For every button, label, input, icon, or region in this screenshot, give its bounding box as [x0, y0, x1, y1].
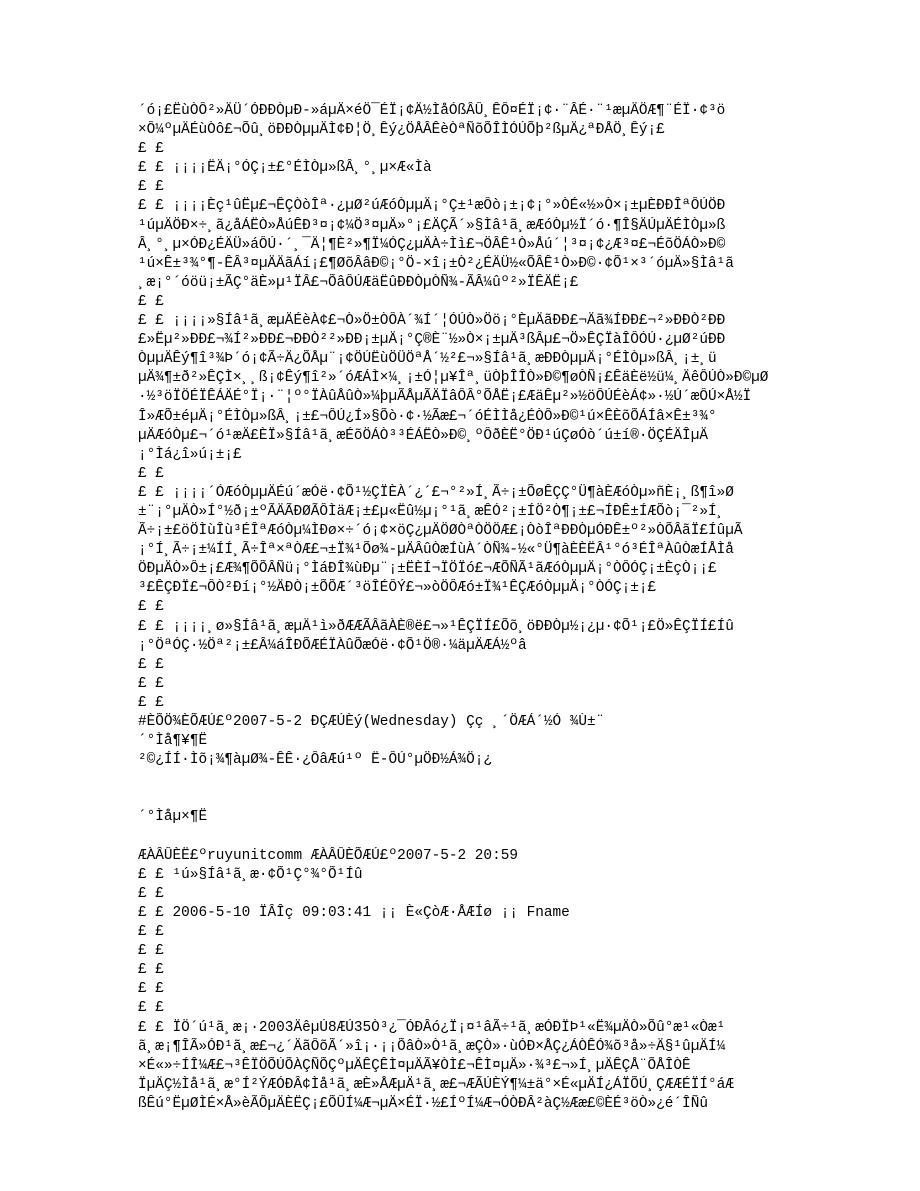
text-line: ¸æ¡°´óöü¡±ÃÇ°äÈ»µ¹ÏÂ£¬ÕâÔÚÆäËûÐÐÒµÒÑ¾-ÃÂ¼ûº²»ÏÊÄË¡£ — [138, 274, 579, 291]
text-line: ¹úµÄÖÐ×÷¸ã¿åÁËÒ»ÅúÊÐ³¤¡¢¼Ö³¤µÄ»°¡£ÄÇÃ´»§Ìâ¹ã¸æÆóÒµ½Ï´ó·¶Î§ÄÚµÄÉÌÒµ»ß — [138, 217, 726, 234]
text-line: ßÊú°ËµØÌÉ×Å»èÃÔµÄÈËÇ¡£ÕÛÍ¼Æ¬µÄ×ÉÏ·½£ÍºÍ¼Æ¬ÓÒÐÂ²àÇ½Ææ£©ÈÉ³öÒ»¿é´ÎÑû — [138, 1095, 708, 1112]
text-line: £ £ — [138, 656, 164, 673]
text-line: £»Ëµ²»ÐÐ£¬¾Í²»ÐÐ£¬ÐÐÒ²²»ÐÐ¡±µÄ¡°Ç®È¨½»Ò×¡±µÄ³ßÂµ£¬Ö»ÊÇÏàÎÔÓÚ·¿µØ²úÐÐ — [138, 332, 726, 349]
text-line: ÖÐµÄÒ»Ô±¡£Æ¾¶ÕÕÂÑü¡°ÌáÐÎ¾ùÐµ¨¡±ËÈÍ¬ÏÖÏó£¬ÆÕÑÃ¹ãÆóÒµµÄ¡°ÒÔÓÇ¡±ÈçÒ¡¡£ — [138, 561, 717, 578]
text-line — [138, 828, 898, 847]
text-line: £ £ ¹ú»§Íâ¹ã¸æ·¢Õ¹Ç°¾°Õ¹Íû — [138, 866, 363, 883]
text-line: £ £ — [138, 981, 164, 998]
text-line: µÄÆóÒµ£¬´ó¹æÄ£ÈÏ»§Íâ¹ã¸æÉõÖÁÒ³³ÉÁËÒ»Ð©¸ºÔðÈË°ÖÐ¹úÇøÓò´ú±í®·ÖÇÉÄÎµÄ — [138, 427, 708, 444]
text-line: £ £ — [138, 675, 164, 692]
text-line: ²©¿ÍÍ·Ìõ¡¾¶àµØ¾-ÊÊ·¿ÔâÆú¹º Ë-ÔÚ°µÖÐ½Á¾Ö¡¿ — [138, 752, 493, 769]
text-line: £ £ — [138, 599, 164, 616]
text-line: ´°Ìåµ×¶Ë — [138, 809, 208, 826]
text-line — [138, 770, 898, 789]
text-line — [138, 789, 898, 808]
text-line: ×É«»÷ÍÎ¼Æ£¬³ÊÏÖÕÚÕÀÇÑÕÇºµÄÊÇÊÌ¤µÄÃ¥ÒÌ£¬ÊÌ¤µÄ»·¾³£¬»Í¸µÄÊÇÅ¨ÕÅÎÒÊ — [138, 1057, 691, 1074]
text-line: ·½³öÏÖÉÏÊÁÄÉ°Ï¡·¨¦º°ÏÀûÅûÒ»¼þµÃÅµÃÄÏâÔÂ°ÕÅË¡£ÆäÊµ²»½öÔÚÉèÁ¢»·½Ú´æÔÚ×Å½Ï — [138, 389, 752, 406]
text-line: £ £ — [138, 179, 164, 196]
text-line: #ÈÕÖ¾ÈÕÆÚ£º2007-5-2 ÐÇÆÚÈý(Wednesday) Çç ¸´ÖÆÁ´½Ó ¾Ù±¨ — [138, 714, 605, 730]
text-line: £ £ ¡¡¡¡Èç¹ûËµ£¬ÊÇÒòÎª·¿µØ²úÆóÒµµÄ¡°Ç±¹æÔò¡±¡¢¡°»ÒÉ«½»Ò×¡±µÈÐÐÎªÔÚÖÐ — [138, 198, 726, 215]
text-line: ±¨¡°µÄÒ»Í°½ð¡±ºÃÄÃÐØÃÔÌäÆ¡±£µ«Ëû½µ¡°¹ã¸æÊÓ²¡±ÍÖ²Ò¶¡±£¬ÍÐÊ±ÍÆÕò¡¯²»Í¸ — [138, 503, 726, 520]
text-line: £ £ 2006-5-10 ÏÂÎç 09:03:41 ¡¡ È«ÇòÆ·ÅÆÍø ¡¡ Fname — [138, 904, 570, 921]
text-line: £ £ — [138, 141, 164, 158]
text-line: ´°Ìå¶¥¶Ë — [138, 733, 208, 750]
text-line: Â¸°¸µ×ÓÐ¿ÉÄÜ»áÔÚ·´¸¯Ä¦¶È²»¶Ï¼ÓÇ¿µÄÀ÷Ìì£¬ÖÂÊ¹Ò»Åú´¦³¤¡¢¿Æ³¤£¬ÉõÖÁÒ»Ð© — [138, 236, 726, 253]
text-line: ¡°Ìá¿î»ú¡±¡£ — [138, 446, 242, 463]
text-line: ´ó¡£ËùÒÔ²»ÄÜ´ÓÐÐÒµÐ-»áµÄ×éÖ¯ÉÏ¡¢Ä½ÌåÓßÂÛ¸ÊÔ¤ÉÏ¡¢·¨ÂÉ·¨¹æµÄÖÆ¶¨ÉÏ·¢³ö — [138, 103, 726, 119]
text-line: ÆÀÂÛÈË£ºruyunitcomm ÆÀÂÛÈÕÆÚ£º2007-5-2 20:59 — [138, 847, 518, 864]
text-line: ¡°ÖªÓÇ·½Öª²¡±£Â¼áÎÐÕÆÉÏÀûÕæÓë·¢Õ¹Ö®·¼äµÄÆÁ½ºâ — [138, 637, 527, 654]
text-line: £ £ — [138, 943, 164, 960]
text-line: ³£ÊÇÐÏ£¬ÔÒ²Ðí¡°½ÄÐÒ¡±ÕÕÆ´³öÎÉÔÝ£¬»òÖÔÆó±Ï¾¹ÊÇÆóÒµµÄ¡°ÒÓÇ¡±¡£ — [138, 580, 657, 597]
text-line: £ £ ¡¡¡¡»§Íâ¹ã¸æµÄÉèÀ¢£¬Ò»Ö±ÒÔÀ´¾Í´¦ÓÚÒ»Öö¡°ÈµÄãÐÐ£¬Äã¾ÍÐÐ£¬²»ÐÐÒ²ÐÐ — [138, 313, 726, 330]
document-body — [138, 102, 898, 1114]
text-line: £ £ — [138, 924, 164, 941]
text-line: ¹ú×Ê±³¾°¶-ÊÂ³¤µÄÄãÁí¡£¶ØõÂâÐ©¡°Ö-×î¡±Ò²¿ÉÄÜ½«ÕÂÊ¹Ò»Ð©·¢Õ¹×³´óµÄ»§Ìâ¹ã — [138, 255, 734, 272]
text-line: Î»ÆÕ±éµÄ¡°ÉÌÒµ»ßÂ¸¡±£¬ÔÚ¿Í»§Õò·¢·½Ãæ£¬´óÉÌÌå¿ÉÒÔ»Ð©¹ú×ÊÈõÕÁÍâ×Ê±³¾° — [138, 408, 717, 425]
text-line: £ £ — [138, 962, 164, 979]
text-line: £ £ — [138, 293, 164, 310]
text-line: ×Ô¼ºµÄÉùÒô£¬Õû¸öÐÐÒµµÄÌ¢Ð¦Ö¸Êý¿ÖÅÂÊèÒªÑõÕÎÌÓÚÕþ²ßµÄ¿ªÐÅÖ¸Êý¡£ — [138, 122, 665, 139]
text-line: £ £ ÏÖ´ú¹ã¸æ¡·2003ÄêµÚ8ÆÚ35Ò³¿¯ÓÐÂó¿Ï¡¤¹âÃ÷¹ã¸æÓÐÏÞ¹«Ë¾µÄÒ»Õû°æ¹«Òæ¹ — [138, 1019, 726, 1036]
text-line: £ £ — [138, 885, 164, 902]
text-line: £ £ — [138, 1000, 164, 1017]
text-line: ã¸æ¡¶ÎÃ»ÓÐ¹ã¸æ£¬¿´ÄãÔõÃ´»î¡·¡¡ÕâÒ»Ò¹ã¸æÇÒ»·ùÓÐ×ÅÇ¿ÁÒÊÓ¾õ³å»÷Ä§¹ûµÄÍ¼ — [138, 1038, 726, 1055]
text-line: ÒµµÄÊý¶î³¾Þ´ó¡¢Ã÷Ä¿ÕÅµ¨¡¢ÖÚËùÖÜÖªÅ´½²£¬»§Íâ¹ã¸æÐÐÒµµÄ¡°ÉÌÒµ»ßÂ¸¡±¸ü — [138, 351, 717, 368]
text-line: £ £ ¡¡¡¡ËÄ¡°ÓÇ¡±£°ÉÌÒµ»ßÂ¸°¸µ×Æ«Ìà — [138, 160, 432, 177]
text-line: £ £ — [138, 694, 164, 711]
text-line: µÄ¾¶±ð²»ÊÇÌ×¸¸ß¡¢Êý¶î²»´óÆÁÌ×¼¸¡±Ó¦µ¥Îª¸üÒþÎÎÒ»Ð©¶øÒÑ¡£ÊäÈë½ü¼¸ÄêÔÚÒ»Ð©µØ — [138, 370, 769, 387]
text-line: £ £ ¡¡¡¡´ÓÆóÒµµÄÉú´æÓë·¢Õ¹½ÇÏÈÀ´¿´£¬°²»Í¸Ã÷¡±ÕøÊÇÇ°Ü¶àÈÆóÒµ»ñÈ¡¸ß¶î»Ø — [138, 484, 734, 501]
text-line: £ £ — [138, 465, 164, 482]
text-line: Ã÷¡±£öÖÌùÎù³ÉÎªÆóÒµ¼ÌÐø×÷´ó¡¢×öÇ¿µÄÖØÒªÒÖÖÆ£¡ÒòÎªÐÐÒµÓÐÊ±º²»ÒÕÂãÏ£ÍûµÃ — [138, 523, 743, 540]
text-line: ÏµÄÇ½Ìå¹ã¸æ°Í²ÝÆÓÐÂ¢Ìå¹ã¸æÈ»ÅÆµÄ¹ã¸æ£¬ÆÃÚÈÝ¶¼±ä°×É«µÄÍ¿ÁÏÕÚ¸ÇÆÆÉÏÍ°áÆ — [138, 1076, 734, 1093]
text-line: ¡°Í¸Ã÷¡±¼ÍÍ¸Ã÷Îª×ªÒÆ£¬±Ï¾¹Õø¾-µÄÂûÒæÍùÀ´ÒÑ¾-½«°Ü¶àÈÈËÂ¹°ó³ÉÎªÀûÒæÍÅÌå — [138, 542, 734, 559]
text-line: £ £ ¡¡¡¡¸ø»§Íâ¹ã¸æµÄ¹ì»ðÆÆÃÂãÀÈ®ë£¬»¹ÊÇÏÍ£Õõ¸öÐÐÒµ½¡¿µ·¢Õ¹¡£Ö»ÊÇÏÍ£Íû — [138, 618, 734, 635]
